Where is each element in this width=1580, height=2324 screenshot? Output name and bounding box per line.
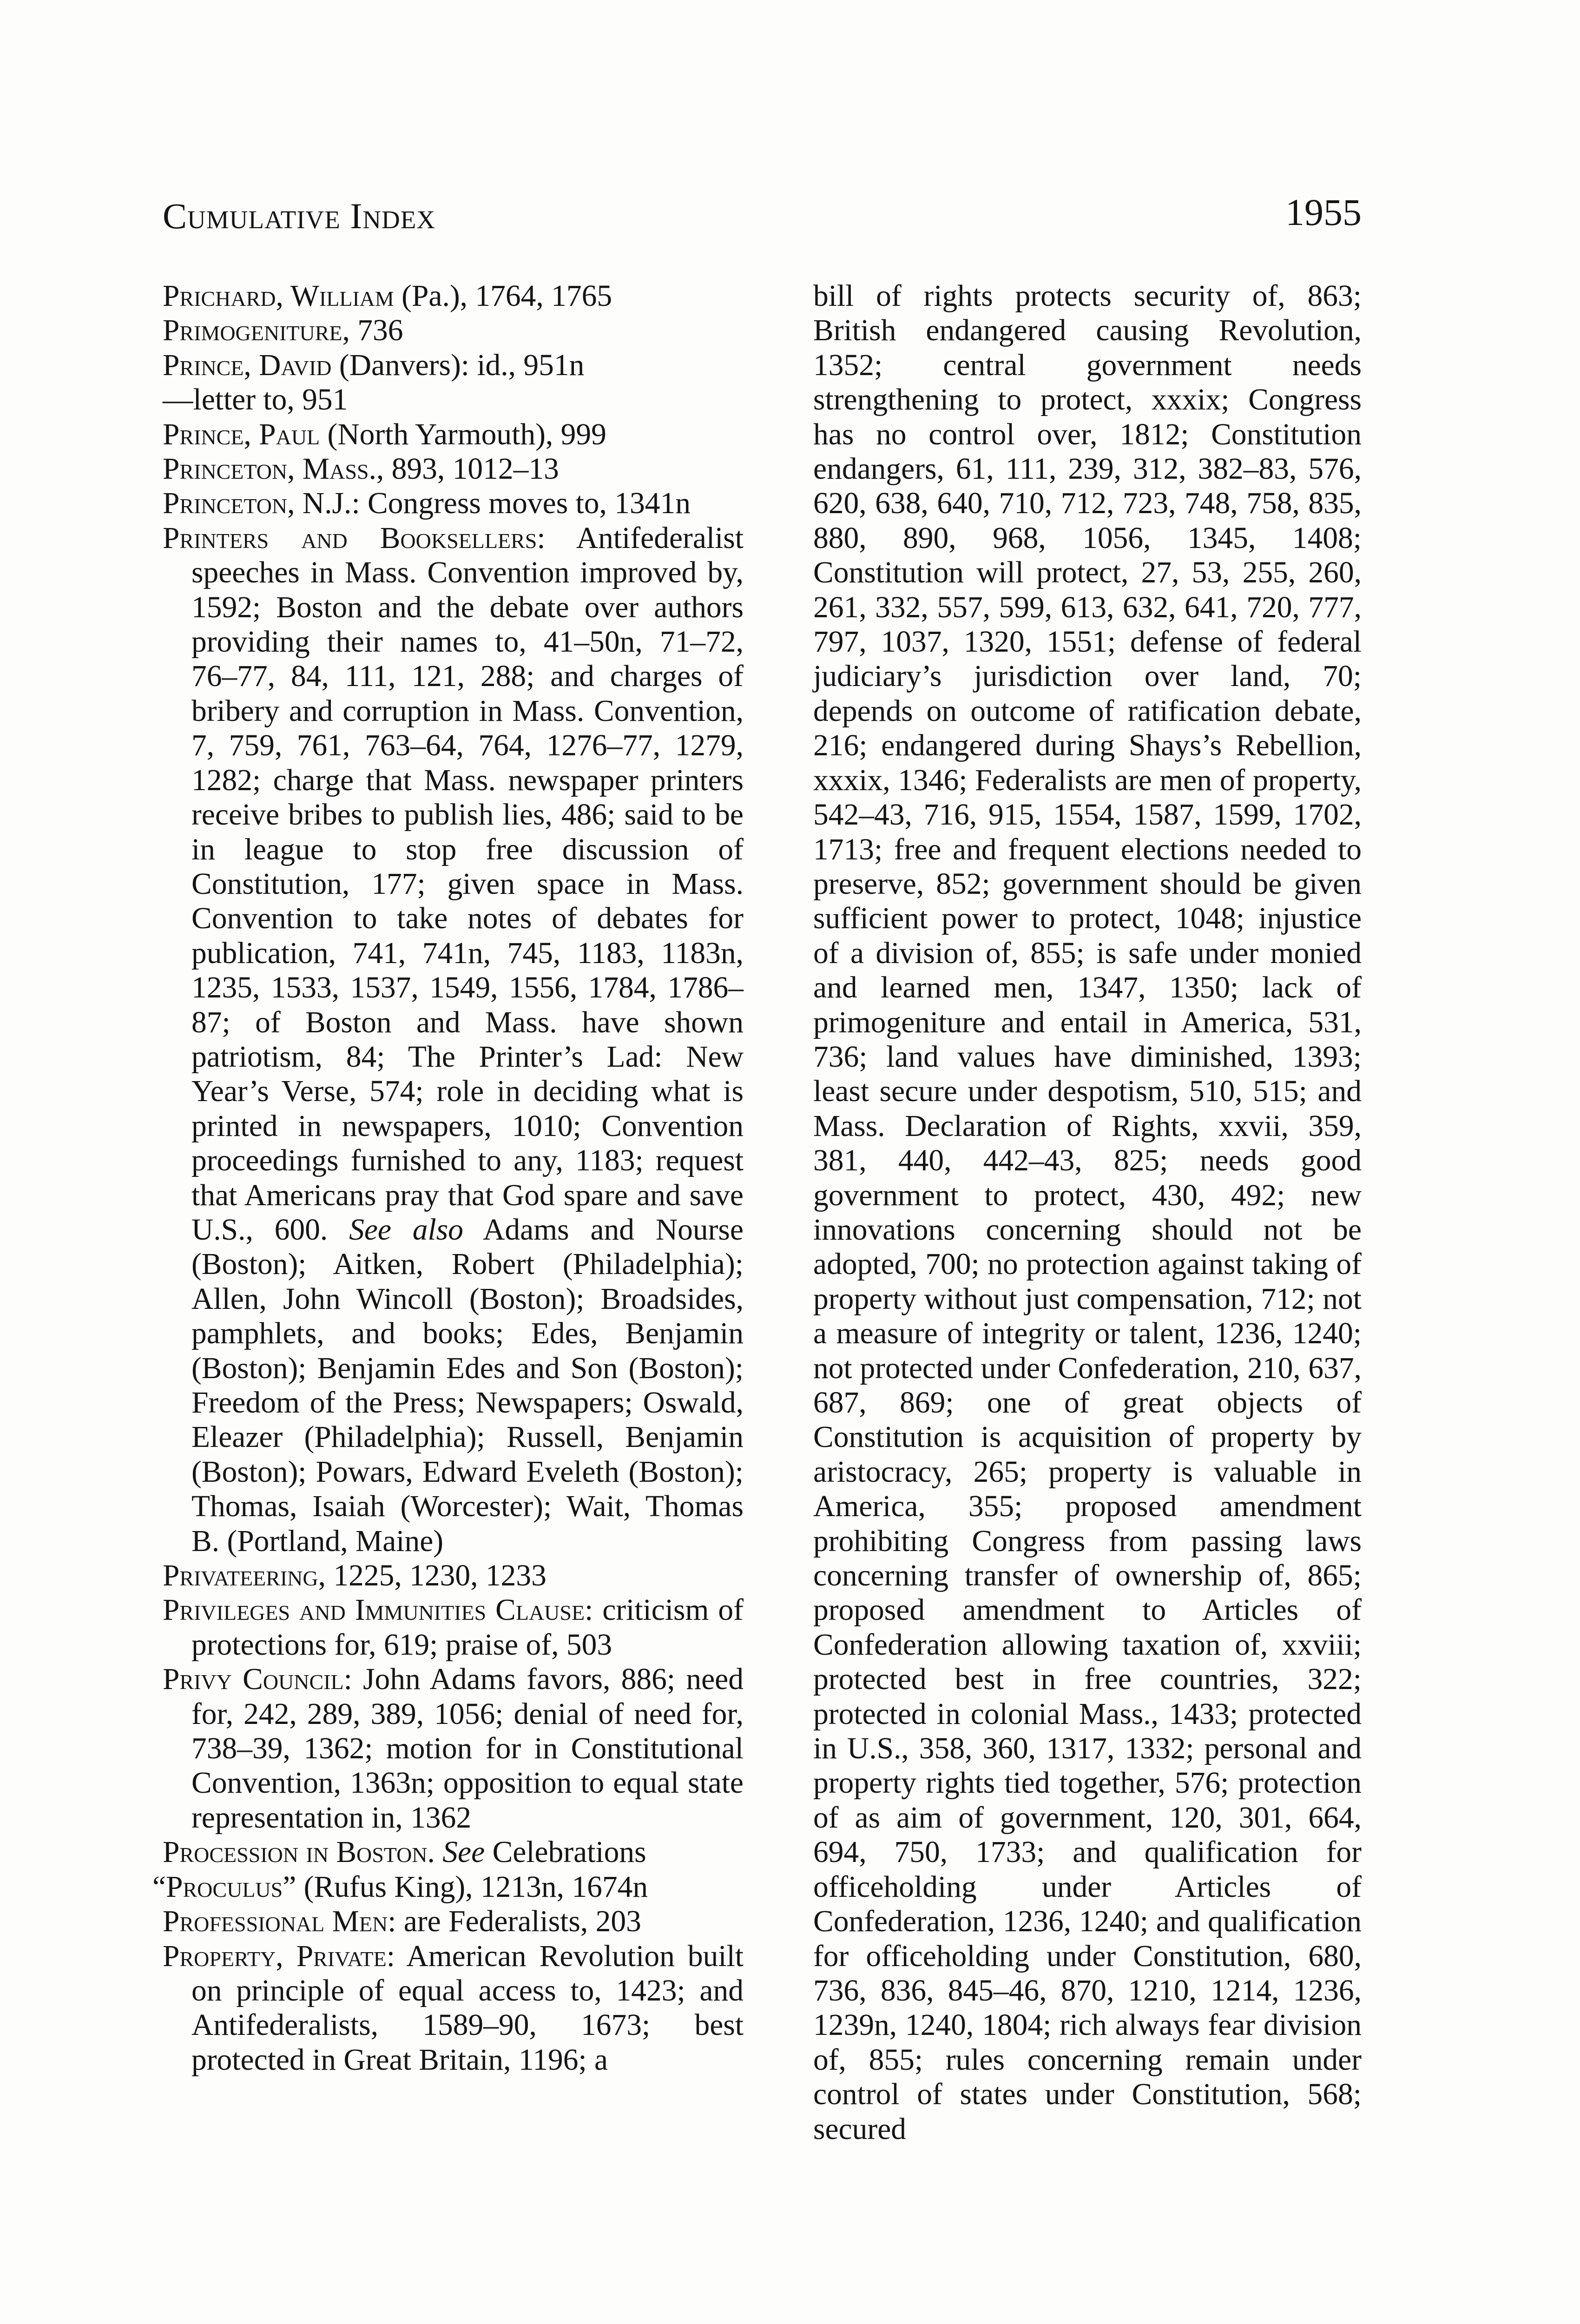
entry-text: —letter to, 951 [163,383,348,417]
entry-text: (North Yarmouth), 999 [320,417,606,451]
see-text: Celebrations [485,1835,646,1869]
continued-entry-text: bill of rights protects security of, 863; British endangered causing Revolution, 1352; central government needs strengthening to protect, xxxix; Congress has no control over, 1812; Constitution endangers, 61, 111, 239, 312, 382–83, 576, 620, 638, 640, 710, 712, 723, 748, 758, 835, 880, 890, 968, 1056, 1345, 1408; Constitution will protect, 27, 53, 255, 260, 261, 332, 557, 599, 613, 632, 641, 720, 777, 797, 1037, 1320, 1551; defense of federal judiciary’s jurisdiction over land, 70; depends on outcome of ratification debate, 216; endangered during Shays’s Rebellion, xxxix, 1346; Federalists are men of property, 542–43, 716, 915, 1554, 1587, 1599, 1702, 1713; free and frequent elections needed to preserve, 852; government should be given sufficient power to protect, 1048; injustice of a division of, 855; is safe under monied and learned men, 1347, 1350; lack of primogeniture and entail in America, 531, 736; land values have diminished, 1393; least secure under despotism, 510, 515; and Mass. Declaration of Rights, xxvii, 359, 381, 440, 442–43, 825; needs good government to protect, 430, 492; new innovations concerning should not be adopted, 700; no protection against taking of property without just compensation, 712; not a measure of integrity or talent, 1236, 1240; not protected under Confederation, 210, 637, 687, 869; one of great objects of Constitution is acquisition of property by aristocracy, 265; property is valuable in America, 355; proposed amendment prohibiting Congress from passing laws concerning transfer of ownership of, 865; proposed amendment to Articles of Confederation allowing taxation of, xxviii; protected best in free countries, 322; protected in colonial Mass., 1433; protected in U.S., 358, 360, 1317, 1332; personal and property rights tied together, 576; protection of as aim of government, 120, 301, 664, 694, 750, 1733; and qualification for officeholding under Articles of Confederation, 1236, 1240; and qualification for officeholding under Constitution, 680, 736, 836, 845–46, 870, 1210, 1214, 1236, 1239n, 1240, 1804; rich always fear division of, 855; rules concerning remain under control of states under Constitution, 568; secured [813,279,1362,2146]
entry-headword: Prince, David [163,348,332,382]
entry-headword: Privateering [163,1559,318,1593]
left-column [152,279,744,2077]
entry-headword: Printers and Booksellers [163,521,537,555]
page-number: 1955 [1285,191,1362,233]
entry-text: (Pa.), 1764, 1765 [394,279,612,313]
entry-text: , 736 [342,314,403,348]
index-entry [163,279,744,313]
entry-headword: Princeton, N.J. [163,487,352,521]
index-entry [163,417,744,452]
entry-text: : Antifederalist speeches in Mass. Convention improved by, 1592; Boston and the debate over authors providing their names to, 41–50n, 71–72, 76–77, 84, 111, 121, 288; and charges of bribery and corruption in Mass. Convention, 7, 759, 761, 763–64, 764, 1276–77, 1279, 1282; charge that Mass. newspaper printers receive bribes to publish lies, 486; said to be in league to stop free discussion of Constitution, 177; given space in Mass. Convention to take notes of debates for publication, 741, 741n, 745, 1183, 1183n, 1235, 1533, 1537, 1549, 1556, 1784, 1786–87; of Boston and Mass. have shown patriotism, 84; The Printer’s Lad: New Year’s Verse, 574; role in deciding what is printed in newspapers, 1010; Convention proceedings furnished to any, 1183; request that Americans pray that God spare and save U.S., 600. [191,521,744,1247]
index-entry [163,348,744,383]
entry-headword: Prichard, William [163,279,394,313]
entry-headword: Prince, Paul [163,417,320,451]
index-entry [163,521,744,1558]
index-entry [163,1939,744,2078]
index-entry [163,452,744,486]
entry-headword: Privy Council [163,1663,344,1697]
entry-text: : Congress moves to, 1341n [351,487,691,521]
entry-headword: Princeton, Mass. [163,452,376,486]
entry-text: (Danvers): id., 951n [331,348,585,382]
entry-text: (Rufus King), 1213n, 1674n [296,1870,648,1904]
entry-headword: “Proculus” [152,1870,296,1904]
entry-text: : are Federalists, 203 [388,1905,641,1939]
right-column [813,279,1362,2146]
see-also-text: Adams and Nourse (Boston); Aitken, Robert (Philadelphia); Allen, John Wincoll (Boston); Broadsides, pamphlets, and books; Edes, Benjamin (Boston); Benjamin Edes and Son (Boston); Freedom of the Press; Newspapers; Oswald, Eleazer (Philadelphia); Russell, Benjamin (Boston); Powars, Edward Eveleth (Boston); Thomas, Isaiah (Worcester); Wait, Thomas B. (Portland, Maine) [191,1213,744,1558]
entry-text: : John Adams favors, 886; need for, 242, 289, 389, 1056; denial of need for, 738–39, 1362; motion for in Constitutional Convention, 1363n; opposition to equal state representation in, 1362 [191,1663,744,1835]
index-entry [163,1558,744,1593]
index-entry [163,486,744,521]
index-entry [163,1835,744,1869]
entry-text: , 1225, 1230, 1233 [318,1559,546,1593]
index-entry [152,1870,744,1904]
index-entry [163,1904,744,1939]
entry-text: . [427,1835,443,1869]
entry-headword: Procession in Boston [163,1835,428,1869]
entry-text: : criticism of protections for, 619; praise of, 503 [191,1593,744,1662]
entry-text: , 893, 1012–13 [376,452,559,486]
running-head: Cumulative Index [163,196,436,236]
see-label: See [442,1835,485,1869]
entry-text: : American Revolution built on principle of equal access to, 1423; and Antifederalists, 1589–90, 1673; best protected in Great Britain, 1196; a [191,1939,744,2077]
index-entry [163,1593,744,1662]
index-entry [163,313,744,348]
entry-headword: Primogeniture [163,314,342,348]
index-entry [163,1662,744,1835]
entry-headword: Property, Private [163,1939,387,1973]
index-subentry [163,383,744,417]
entry-headword: Professional Men [163,1905,388,1939]
entry-headword: Privileges and Immunities Clause [163,1593,585,1627]
see-also-label: See also [349,1213,463,1247]
